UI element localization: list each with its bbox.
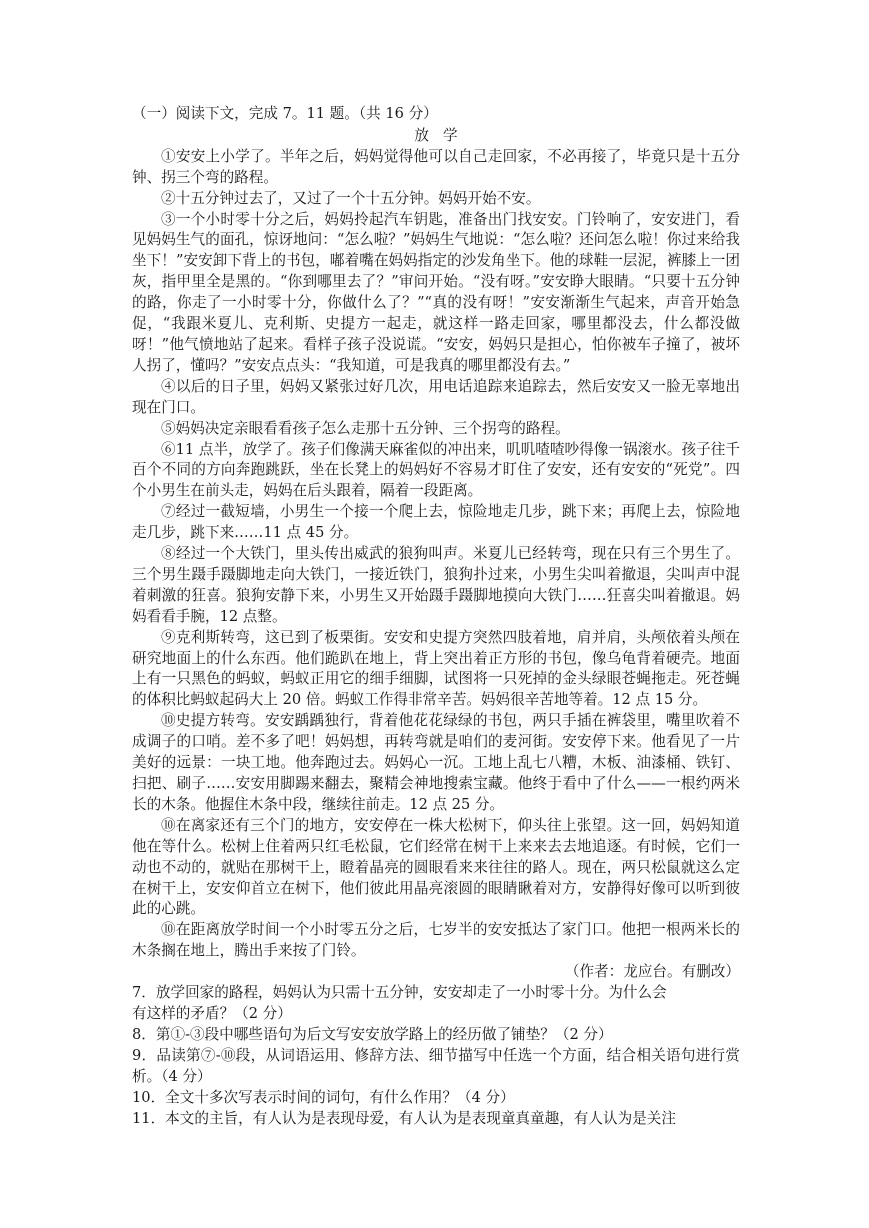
document-page (132, 104, 740, 1129)
paragraph-11: ⑩在离家还有三个门的地方，安安停在一株大松树下，仰头往上张望。这一回，妈妈知道他在等什么。松树上住着两只红毛松鼠，它们经常在树干上来来去去地追逐。有时候，它们一动也不动的，就贴在那树干上，瞪着晶亮的圆眼看来来往往的路人。现在，两只松鼠就这么定在树干上，安安仰首立在树下，他们彼此用晶亮滚圆的眼睛瞅着对方，安静得好像可以听到彼此的心跳。 (132, 816, 740, 918)
paragraph-12: ⑩在距离放学时间一个小时零五分之后，七岁半的安安抵达了家门口。他把一根两米长的木条搁在地上，腾出手来按了门铃。 (132, 921, 740, 960)
paragraph-8: ⑧经过一个大铁门，里头传出威武的狼狗叫声。米夏儿已经转弯，现在只有三个男生了。三个男生蹑手蹑脚地走向大铁门，一接近铁门，狼狗扑过来，小男生尖叫着撤退，尖叫声中混着刺激的狂喜。狼狗安静下来，小男生又开始蹑手蹑脚地摸向大铁门……狂喜尖叫着撤退。妈妈看看手腕，12 点整。 (132, 545, 740, 625)
paragraph-3: ③一个小时零十分之后，妈妈拎起汽车钥匙，准备出门找安安。门铃响了，安安进门，看见妈妈生气的面孔，惊讶地问：“怎么啦？”妈妈生气地说：“怎么啦？还问怎么啦！你过来给我坐下！”安安卸下背上的书包，嘟着嘴在妈妈指定的沙发角坐下。他的球鞋一层泥，裤膝上一团灰，指甲里全是黑的。“你到哪里去了？”审问开始。“没有呀。”安安睁大眼睛。“只要十五分钟的路，你走了一小时零十分，你做什么了？”“真的没有呀！”安安渐渐生气起来，声音开始急促，“我跟米夏儿、克利斯、史提方一起走，就这样一路走回家，哪里都没去，什么都没做呀！”他气愤地站了起来。看样子孩子没说谎。“安安，妈妈只是担心，怕你被车子撞了，被坏人拐了，懂吗？”安安点点头：“我知道，可是我真的哪里都没有去。” (132, 210, 740, 374)
paragraph-5: ⑤妈妈决定亲眼看看孩子怎么走那十五分钟、三个拐弯的路程。 (161, 419, 570, 437)
paragraph-1: ①安安上小学了。半年之后，妈妈觉得他可以自己走回家，不必再接了，毕竟只是十五分钟、拐三个弯的路程。 (132, 147, 740, 186)
question-7 (132, 983, 740, 1025)
question-text: 7．放学回家的路程，妈妈认为只需十五分钟，安安却走了一小时零十分。为什么会 (132, 984, 667, 1002)
paragraph-6: ⑥11 点半，放学了。孩子们像满天麻雀似的冲出来，叽叽喳喳吵得像一锅滚水。孩子往千百个不同的方向奔跑跳跃，坐在长凳上的妈妈好不容易才盯住了安安，还有安安的“死党”。四个小男生在前头走，妈妈在后头跟着，隔着一段距离。 (132, 440, 740, 500)
question-8: 8．第①-③段中哪些语句为后文写安安放学路上的经历做了铺垫？（2 分） (132, 1025, 613, 1043)
question-11: 11．本文的主旨，有人认为是表现母爱，有人认为是表现童真童趣，有人认为是关注 (132, 1109, 676, 1127)
question-9: 9．品读第⑦-⑩段，从词语运用、修辞方法、细节描写中任选一个方面，结合相关语句进行赏析。（4 分） (132, 1046, 740, 1085)
paragraph-7: ⑦经过一截短墙，小男生一个接一个爬上去，惊险地走几步，跳下来；再爬上去，惊险地走几步，跳下来……11 点 45 分。 (132, 503, 740, 542)
paragraph-2: ②十五分钟过去了，又过了一个十五分钟。妈妈开始不安。 (161, 189, 541, 207)
paragraph-10: ⑩史提方转弯。安安踽踽独行，背着他花花绿绿的书包，两只手插在裤袋里，嘴里吹着不成调子的口哨。差不多了吧！妈妈想，再转弯就是咱们的麦河街。安安停下来。他看见了一片美好的远景：一块工地。他奔跑过去。妈妈心一沉。工地上乱七八糟，木板、油漆桶、铁钉、扫把、刷子……安安用脚踢来翻去，聚精会神地搜索宝藏。他终于看中了什么——一根约两米长的木条。他握住木条中段，继续往前走。12 点 25 分。 (132, 712, 740, 813)
paragraph-9: ⑨克利斯转弯，这已到了板栗街。安安和史提方突然四肢着地，肩并肩，头颅依着头颅在研究地面上的什么东西。他们跪趴在地上，背上突出着正方形的书包，像乌龟背着硬壳。地面上有一只黑色的蚂蚁，蚂蚁正用它的细手细脚，试图将一只死掉的金头绿眼苍蝇拖走。死苍蝇的体积比蚂蚁起码大上 20 倍。蚂蚁工作得非常辛苦。妈妈很辛苦地等着。12 点 15 分。 (132, 628, 740, 709)
source-attribution: （作者：龙应台。有删改） (564, 963, 740, 981)
article-title: 放学 (414, 126, 472, 144)
question-text-continued: 有这样的矛盾？（2 分） (132, 1004, 292, 1022)
question-10: 10．全文十多次写表示时间的词句，有什么作用？（4 分） (132, 1088, 515, 1106)
question-list (132, 983, 740, 1129)
paragraph-4: ④以后的日子里，妈妈又紧张过好几次，用电话追踪来追踪去，然后安安又一脸无辜地出现在门口。 (132, 377, 740, 416)
section-header: （一）阅读下文，完成 7。11 题。（共 16 分） (132, 105, 438, 122)
